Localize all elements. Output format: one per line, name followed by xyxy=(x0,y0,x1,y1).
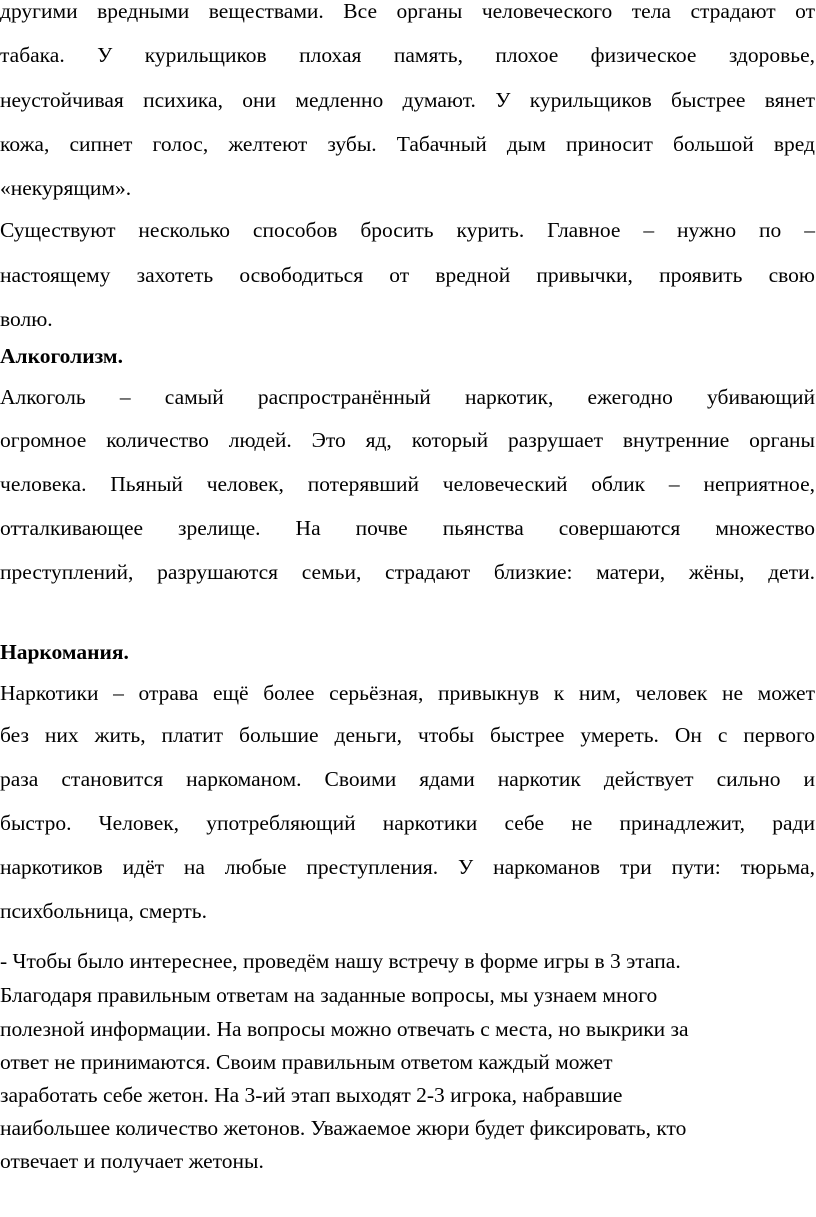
paragraph-line: полезной информации. На вопросы можно отвечать с места, но выкрики за xyxy=(0,1017,689,1041)
paragraph-line: наибольшее количество жетонов. Уважаемое жюри будет фиксировать, кто xyxy=(0,1116,687,1140)
paragraph-line: неустойчивая психика, они медленно думают. У курильщиков быстрее вянет xyxy=(0,88,815,112)
paragraph-line: наркотиков идёт на любые преступления. У наркоманов три пути: тюрьма, xyxy=(0,855,815,879)
paragraph-line: волю. xyxy=(0,307,53,331)
paragraph-line: кожа, сипнет голос, желтеют зубы. Табачный дым приносит большой вред xyxy=(0,132,815,156)
paragraph-line: ответ не принимаются. Своим правильным ответом каждый может xyxy=(0,1050,613,1074)
section-heading-drug-addiction: Наркомания. xyxy=(0,640,129,664)
paragraph-line: настоящему захотеть освободиться от вредной привычки, проявить свою xyxy=(0,263,815,287)
paragraph-line: Благодаря правильным ответам на заданные вопросы, мы узнаем много xyxy=(0,983,658,1007)
paragraph-line: отвечает и получает жетоны. xyxy=(0,1149,264,1173)
paragraph-line: заработать себе жетон. На 3-ий этап выходят 2-3 игрока, набравшие xyxy=(0,1083,623,1107)
paragraph-line: - Чтобы было интереснее, проведём нашу встречу в форме игры в 3 этапа. xyxy=(0,949,681,973)
paragraph-line: Наркотики – отрава ещё более серьёзная, привыкнув к ним, человек не может xyxy=(0,681,815,705)
paragraph-line: психбольница, смерть. xyxy=(0,899,207,923)
paragraph-line: отталкивающее зрелище. На почве пьянства совершаются множество xyxy=(0,516,815,540)
paragraph-line: табака. У курильщиков плохая память, плохое физическое здоровье, xyxy=(0,43,815,67)
paragraph-line: человека. Пьяный человек, потерявший человеческий облик – неприятное, xyxy=(0,472,815,496)
paragraph-line: другими вредными веществами. Все органы человеческого тела страдают от xyxy=(0,0,815,23)
paragraph-line: раза становится наркоманом. Своими ядами наркотик действует сильно и xyxy=(0,767,815,791)
paragraph-line: Алкоголь – самый распространённый наркотик, ежегодно убивающий xyxy=(0,385,815,409)
paragraph-line: без них жить, платит большие деньги, чтобы быстрее умереть. Он с первого xyxy=(0,723,815,747)
paragraph-line: «некурящим». xyxy=(0,176,132,200)
paragraph-line: преступлений, разрушаются семьи, страдают близкие: матери, жёны, дети. xyxy=(0,560,815,584)
paragraph-line: огромное количество людей. Это яд, который разрушает внутренние органы xyxy=(0,428,815,452)
paragraph-line: быстро. Человек, употребляющий наркотики себе не принадлежит, ради xyxy=(0,811,815,835)
paragraph-line: Существуют несколько способов бросить курить. Главное – нужно по – xyxy=(0,218,815,242)
section-heading-alcoholism: Алкоголизм. xyxy=(0,344,123,368)
